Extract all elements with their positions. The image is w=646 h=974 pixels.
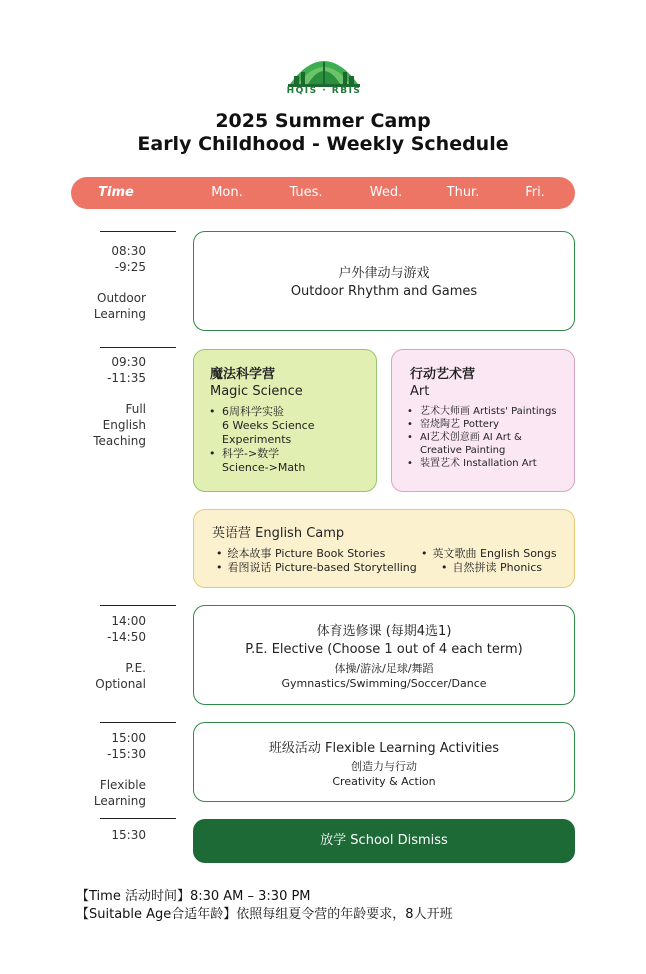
- list-item: • 6周科学实验 6 Weeks Science Experiments: [222, 405, 315, 447]
- list-item: 看图说话 Picture-based Storytelling: [227, 561, 417, 574]
- slot-label: Learning: [93, 794, 146, 808]
- time-divider: [100, 818, 176, 819]
- slot-label: Full: [125, 402, 146, 416]
- slot-time-start: 08:30: [111, 244, 146, 258]
- slot-label: English: [102, 418, 146, 432]
- time-divider: [100, 722, 176, 723]
- time-divider: [100, 347, 176, 348]
- art-block: [391, 349, 575, 492]
- slot-time-start: 15:00: [111, 731, 146, 745]
- footer-age-note: 【Suitable Age合适年龄】依照每组夏令营的年龄要求，8人开班: [76, 907, 453, 922]
- slot-time-end: -11:35: [107, 371, 146, 385]
- slot-label: Flexible: [99, 778, 146, 792]
- slot-label: Teaching: [93, 434, 146, 448]
- magic-science-block: [193, 349, 377, 492]
- list-item: 绘本故事 Picture Book Stories: [227, 547, 386, 560]
- art-title-en: Art: [410, 384, 430, 399]
- slot-label: P.E.: [125, 661, 146, 675]
- school-dismiss-block: [193, 819, 575, 863]
- list-item: 自然拼读 Phonics: [452, 561, 543, 574]
- slot-time-end: -9:25: [114, 260, 146, 274]
- slot-label: Optional: [95, 677, 146, 691]
- list-item: • AI艺术创意画 AI Art & Creative Painting: [420, 431, 557, 457]
- slot-time-end: -14:50: [107, 630, 146, 644]
- header-day-wed: Wed.: [369, 185, 403, 200]
- list-item: • 艺术大师画 Artists' Paintings: [420, 405, 557, 418]
- logo-text: HQIS · RBIS: [286, 86, 362, 96]
- outdoor-title-cn: 户外律动与游戏: [338, 266, 430, 281]
- dismiss-text: 放学 School Dismiss: [320, 833, 448, 848]
- art-list: [392, 405, 557, 470]
- slot-time-start: 14:00: [111, 614, 146, 628]
- list-item: • 装置艺术 Installation Art: [420, 457, 557, 470]
- slot-time-end: -15:30: [107, 747, 146, 761]
- header-day-fri: Fri.: [525, 185, 545, 200]
- pe-sub-cn: 体操/游泳/足球/舞蹈: [334, 662, 434, 675]
- slot-label: Learning: [93, 307, 146, 321]
- flex-sub-cn: 创造力与行动: [351, 760, 417, 773]
- pe-elective-block: [193, 605, 575, 705]
- outdoor-title-en: Outdoor Rhythm and Games: [290, 284, 478, 299]
- flex-title: 班级活动 Flexible Learning Activities: [268, 741, 500, 756]
- header-day-tues: Tues.: [289, 185, 323, 200]
- header-time: Time: [98, 185, 134, 200]
- science-title-en: Magic Science: [210, 384, 303, 399]
- science-list: [194, 405, 315, 475]
- time-divider: [100, 231, 176, 232]
- pe-title-cn: 体育选修课 (每期4选1): [316, 624, 452, 639]
- english-camp-block: [193, 509, 575, 588]
- english-row: • 绘本故事 Picture Book Stories • 英文歌曲 English Songs: [216, 547, 557, 560]
- header-day-thur: Thur.: [446, 185, 480, 200]
- flex-sub-en: Creativity & Action: [332, 775, 436, 788]
- schedule-header-bar: [71, 177, 575, 209]
- time-divider: [100, 605, 176, 606]
- flexible-learning-block: [193, 722, 575, 802]
- slot-time-start: 09:30: [111, 355, 146, 369]
- slot-time-start: 15:30: [111, 828, 146, 842]
- page-subtitle: Early Childhood - Weekly Schedule: [137, 133, 509, 155]
- pe-sub-en: Gymnastics/Swimming/Soccer/Dance: [281, 677, 487, 690]
- outdoor-block: [193, 231, 575, 331]
- slot-label: Outdoor: [97, 291, 146, 305]
- english-row: • 看图说话 Picture-based Storytelling • 自然拼读 Phonics: [216, 561, 543, 574]
- pe-title-en: P.E. Elective (Choose 1 out of 4 each term): [245, 642, 523, 657]
- list-item: • 科学->数学 Science->Math: [222, 447, 315, 475]
- list-item: 英文歌曲 English Songs: [432, 547, 557, 560]
- header-day-mon: Mon.: [211, 185, 243, 200]
- art-title-cn: 行动艺术营: [410, 367, 476, 382]
- footer-time-note: 【Time 活动时间】8:30 AM – 3:30 PM: [76, 889, 311, 904]
- page-title: 2025 Summer Camp: [215, 110, 431, 132]
- list-item: • 窑烧陶艺 Pottery: [420, 418, 557, 431]
- science-title-cn: 魔法科学营: [210, 367, 276, 382]
- english-title: 英语营 English Camp: [212, 526, 345, 541]
